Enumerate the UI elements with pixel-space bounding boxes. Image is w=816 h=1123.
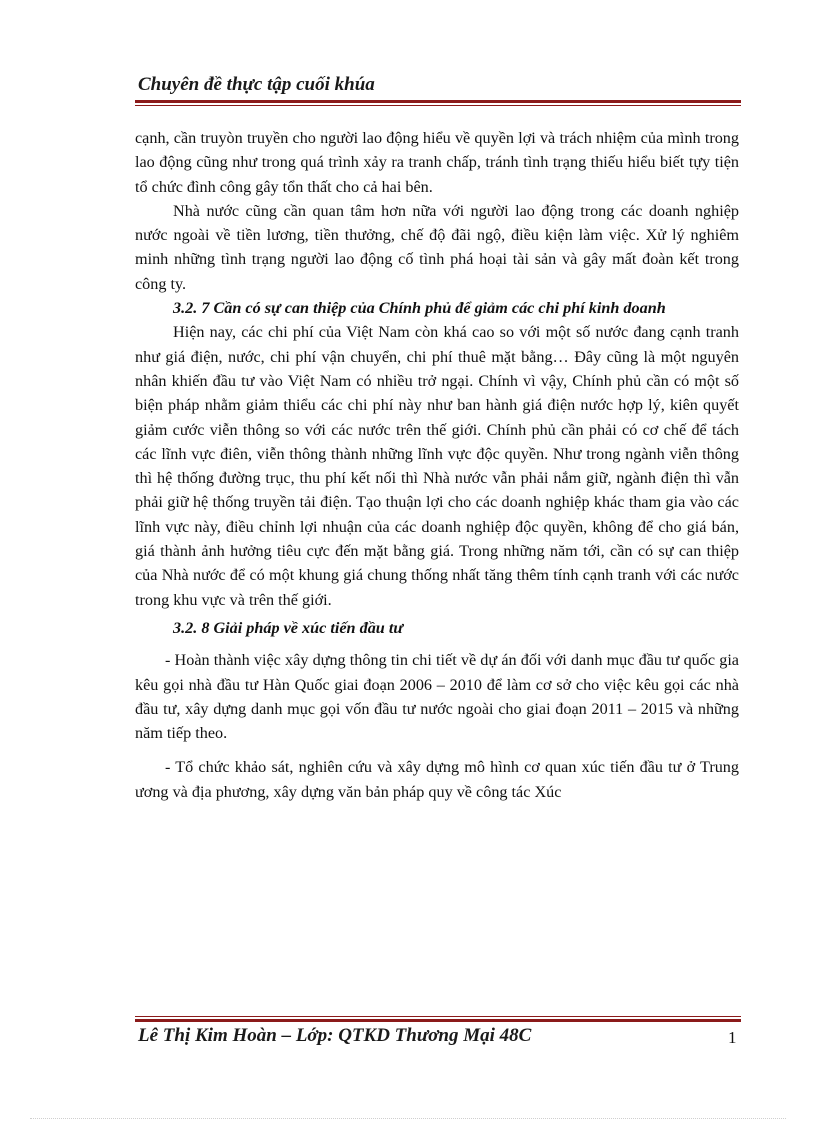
header-rule [135, 100, 741, 106]
page-edge-divider [30, 1118, 786, 1119]
section-heading-3-2-7: 3.2. 7 Cần có sự can thiệp của Chính phủ để giảm các chi phí kinh doanh [173, 299, 666, 318]
document-body [135, 126, 739, 804]
header-title: Chuyên đề thực tập cuối khúa [138, 74, 375, 95]
paragraph-2: Nhà nước cũng cần quan tâm hơn nữa với người lao động trong các doanh nghiệp nước ngoài về tiền lương, tiền thưởng, chế độ đãi ngộ, điều kiện làm việc. Xử lý nghiêm minh những tình trạng người lao động cố tình phá hoại tài sản và gây mất đoàn kết trong công ty. [135, 201, 739, 293]
paragraph-3: Hiện nay, các chi phí của Việt Nam còn khá cao so với một số nước đang cạnh tranh như giá điện, nước, chi phí vận chuyển, chi phí thuê mặt bằng… Đây cũng là một nguyên nhân khiến đầu tư vào Việt Nam có nhiều trở ngại. Chính vì vậy, Chính phủ cần có một số biện pháp nhằm giảm thiểu các chi phí này như ban hành giá điện nước hợp lý, kiên quyết giảm cước viễn thông so với các nước trên thế giới. Chính phủ cần phải có cơ chế để tách các lĩnh vực điên, viễn thông thành những lĩnh vực độc quyền. Như trong ngành viễn thông thì hệ thống đường trục, thu phí kết nối thì Nhà nước vẫn phải nắm giữ, ngành điện thì vẫn phải giữ hệ thống truyền tải điện. Tạo thuận lợi cho các doanh nghiệp khác tham gia vào các lĩnh vực này, điều chỉnh lợi nhuận của các doanh nghiệp độc quyền, không để cho giá bán, giá thành ảnh hưởng tiêu cực đến mặt bằng giá. Trong những năm tới, cần có sự can thiệp của Nhà nước để có một khung giá chung thống nhất tăng thêm tính cạnh tranh với các nước trong khu vực và trên thế giới. [135, 323, 739, 609]
bullet-1: - Hoàn thành việc xây dựng thông tin chi tiết về dự án đối với danh mục đầu tư quốc gia kêu gọi nhà đầu tư Hàn Quốc giai đoạn 2006 – 2010 để làm cơ sở cho việc kêu gọi các nhà đầu tư, xây dựng danh mục gọi vốn đầu tư nước ngoài cho giai đoạn 2011 – 2015 và những năm tiếp theo. [135, 651, 739, 743]
paragraph-1: cạnh, cần truyòn truyền cho người lao động hiểu về quyền lợi và trách nhiệm của mình trong lao động cũng như trong quá trình xảy ra tranh chấp, tránh tình trạng thiếu hiểu biết tựy tiện tổ chức đình công gây tổn thất cho cả hai bên. [135, 129, 739, 196]
section-heading-3-2-8: 3.2. 8 Giải pháp về xúc tiến đầu tư [173, 618, 404, 637]
footer-rule [135, 1016, 741, 1022]
page-number: 1 [728, 1028, 737, 1047]
bullet-2: - Tổ chức khảo sát, nghiên cứu và xây dựng mô hình cơ quan xúc tiến đầu tư ở Trung ương và địa phương, xây dựng văn bản pháp quy về công tác Xúc [135, 758, 739, 801]
footer-author: Lê Thị Kim Hoàn – Lớp: QTKD Thương Mại 48C [138, 1025, 532, 1046]
